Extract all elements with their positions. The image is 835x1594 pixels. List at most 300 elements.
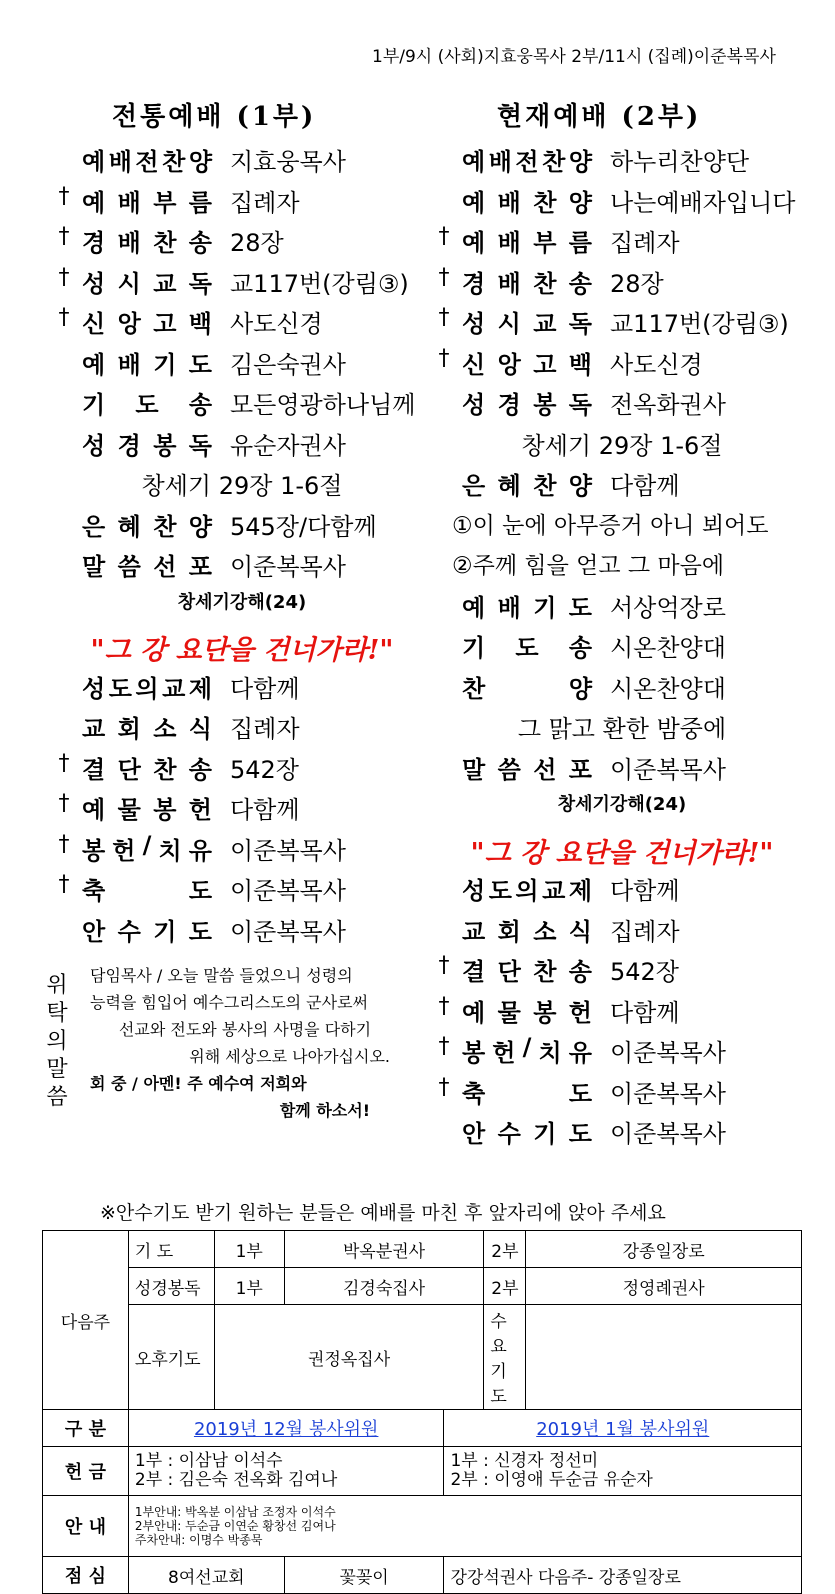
december-committee-title: 2019년 12월 봉사위원 — [128, 1410, 444, 1447]
sermon-series: 창세기강해(24) — [557, 794, 687, 815]
order-label-char: 축 — [462, 1079, 486, 1108]
order-row — [52, 261, 432, 301]
order-row — [432, 1071, 812, 1111]
division-label: 구 분 — [43, 1410, 129, 1447]
order-value: 시온찬양대 — [610, 634, 726, 662]
order-row — [432, 139, 812, 179]
order-label-char: 부 — [153, 188, 177, 217]
order-label-char: 배 — [497, 269, 521, 298]
order-label-char: 봉 — [153, 431, 177, 460]
order-label-char: 예 — [462, 229, 486, 257]
order-label — [82, 831, 212, 866]
guide-label: 안 내 — [43, 1496, 129, 1557]
order-label-char: 시 — [497, 310, 521, 338]
part2-label: 2부 — [484, 1268, 526, 1305]
order-label-char: 예 — [82, 796, 106, 824]
order-label-char: 교 — [153, 269, 177, 298]
order-label-char: 은 — [462, 472, 486, 500]
wednesday-prayer — [526, 1305, 802, 1410]
order-label-char: 도 — [135, 391, 159, 419]
service1-title: 전통예배 (1부) — [112, 102, 317, 132]
order-row — [432, 585, 812, 625]
order-label-char: 교 — [533, 310, 557, 338]
order-label-char: 의 — [515, 877, 539, 905]
order-label-char: 안 — [82, 917, 106, 946]
benediction-line: 능력을 힘입어 예수그리스도의 군사로써 — [90, 993, 369, 1012]
order-value: 다함께 — [610, 472, 680, 500]
order-label — [82, 790, 212, 825]
offering-line: 2부 : 김은숙 전옥화 김여나 — [134, 1470, 338, 1490]
order-value: 전옥화권사 — [610, 391, 726, 419]
order-label-char: 배 — [117, 188, 141, 217]
cross-mark: † — [58, 183, 70, 209]
order-row — [432, 828, 812, 868]
order-label-char: 말 — [462, 755, 486, 784]
order-value: 다함께 — [230, 674, 300, 703]
order-label-char: 의 — [135, 674, 159, 703]
order-value: 이준복목사 — [610, 1039, 726, 1067]
service-times-note: 1부/9시 (사회)지효웅목사 2부/11시 (집례)이준복목사 — [372, 47, 776, 67]
cross-mark: † — [438, 305, 450, 330]
order-row — [432, 706, 812, 746]
part1-label: 1부 — [214, 1231, 284, 1268]
order-value: 모든영광하나님께 — [230, 391, 416, 419]
order-value: 다함께 — [610, 877, 680, 905]
order-label-char: 축 — [82, 877, 106, 905]
order-label-char: 선 — [153, 553, 177, 581]
order-row — [52, 301, 432, 341]
order-label-char: 송 — [568, 958, 592, 986]
order-label-char: 봉 — [533, 998, 557, 1027]
order-label-char: 안 — [462, 1120, 486, 1148]
order-label-char: 배 — [497, 593, 521, 622]
order-label-char: 회 — [497, 917, 521, 946]
order-value: 이준복목사 — [230, 836, 346, 865]
guide-line: 주차안내: 이명수 박종묵 — [134, 1533, 263, 1547]
congregation-response: 회 중 / 아멘! 주 예수여 저희와 — [90, 1074, 307, 1093]
order-label — [82, 183, 212, 218]
order-value: 지효웅목사 — [230, 148, 346, 176]
order-label-char: 치 — [538, 1039, 562, 1067]
cross-mark: † — [438, 1074, 450, 1100]
lunch-group: 8여선교회 — [128, 1557, 284, 1594]
order-label-char: 경 — [82, 229, 106, 257]
order-label-char: 성 — [462, 391, 486, 419]
order-label-char: 도 — [108, 674, 132, 703]
offering-line: 1부 : 신경자 정선미 — [450, 1451, 599, 1471]
order-label — [462, 1114, 592, 1149]
cross-mark: † — [438, 264, 450, 290]
reading-part1: 김경숙집사 — [284, 1268, 484, 1305]
order-label — [462, 871, 592, 906]
order-label — [462, 750, 592, 785]
benediction-line: 담임목사 / 오늘 말씀 들었으니 성령의 — [90, 966, 353, 985]
order-label-char: 단 — [117, 755, 141, 784]
order-row — [432, 909, 812, 949]
order-row — [432, 625, 812, 665]
order-label-char: 예 — [462, 593, 486, 622]
order-label — [462, 264, 592, 299]
order-value: 집례자 — [610, 917, 680, 946]
order-label-char: 신 — [462, 350, 486, 379]
benediction-side-label — [44, 972, 70, 1112]
order-label-char: 식 — [568, 917, 592, 946]
lunch-label: 점 심 — [43, 1557, 129, 1594]
sermon-series: 창세기강해(24) — [177, 591, 307, 613]
order-label-char: 기 — [153, 917, 177, 946]
order-label-char: / — [142, 830, 152, 859]
flower-arrangement: 꽃꽂이 — [284, 1557, 444, 1594]
order-label-char: 봉 — [82, 836, 106, 865]
order-label-char: 찬 — [533, 958, 557, 986]
order-value: 김은숙권사 — [230, 350, 346, 379]
order-label-char: 단 — [497, 958, 521, 986]
order-label-char: 찬 — [153, 229, 177, 257]
order-label-char: 양 — [568, 188, 592, 217]
guide-list — [128, 1496, 801, 1557]
order-label — [462, 628, 592, 663]
order-label-char: 수 — [117, 917, 141, 946]
january-committee-title: 2019년 1월 봉사위원 — [444, 1410, 802, 1447]
order-label-char: 치 — [158, 836, 182, 865]
order-label-char: 경 — [117, 431, 141, 460]
order-label — [462, 1033, 592, 1068]
order-row — [432, 261, 812, 301]
order-label-char: 양 — [568, 148, 592, 176]
order-row — [52, 423, 432, 463]
reading-part2: 정영례권사 — [526, 1268, 802, 1305]
order-label — [462, 1074, 592, 1109]
order-label-char: 송 — [188, 229, 212, 257]
ministry-table — [42, 1230, 802, 1594]
order-value: 이준복목사 — [610, 755, 726, 784]
hymn-verse: ②주께 힘을 얻고 그 마음에 — [452, 553, 725, 579]
order-value: 다함께 — [610, 998, 680, 1027]
cross-mark: † — [438, 1034, 450, 1059]
order-label-char: 교 — [82, 715, 106, 743]
order-row — [432, 180, 812, 220]
scripture-reference: 창세기 29장 1-6절 — [141, 472, 343, 500]
sermon-title: "그 강 요단을 건너가라!" — [470, 837, 774, 869]
order-label-char: 기 — [533, 1120, 557, 1148]
order-label — [82, 709, 212, 744]
order-label-char: 경 — [462, 269, 486, 298]
order-label-char: 고 — [533, 350, 557, 379]
order-label-char: 찬 — [153, 512, 177, 541]
order-value: 이준복목사 — [230, 877, 346, 905]
january-offering — [444, 1447, 802, 1496]
order-row — [432, 382, 812, 422]
order-label-char: 포 — [568, 755, 592, 784]
order-row — [432, 666, 812, 706]
congregation-response: 함께 하소서! — [279, 1101, 370, 1120]
order-row — [432, 301, 812, 341]
order-label — [82, 426, 212, 461]
cross-mark: † — [438, 993, 450, 1019]
order-label-char: 름 — [568, 229, 592, 257]
service2-title: 현재예배 (2부) — [497, 102, 702, 132]
order-label — [462, 952, 592, 987]
order-label-char: 백 — [188, 310, 212, 338]
order-label-char: 결 — [462, 958, 486, 986]
order-label — [82, 547, 212, 582]
side-label-char: 말 — [46, 1057, 68, 1082]
order-label-char: 도 — [568, 1079, 592, 1108]
order-label-char: 성 — [462, 877, 486, 905]
order-label-char: 시 — [117, 269, 141, 298]
order-label-char: 예 — [462, 998, 486, 1027]
order-row — [52, 139, 432, 179]
order-row — [432, 544, 812, 584]
cross-mark: † — [58, 264, 70, 290]
order-value: 서상억장로 — [610, 593, 726, 622]
order-label-char: 교 — [542, 877, 566, 905]
order-label-char: 수 — [497, 1120, 521, 1148]
order-row — [52, 342, 432, 382]
cross-mark: † — [438, 953, 450, 978]
order-label-char: 도 — [568, 593, 592, 622]
part2-label: 2부 — [484, 1231, 526, 1268]
order-label-char: 교 — [462, 917, 486, 946]
order-label-char: 씀 — [497, 755, 521, 784]
order-row — [52, 868, 432, 908]
order-row — [52, 706, 432, 746]
order-label-char: 양 — [568, 674, 592, 703]
order-label — [462, 912, 592, 947]
order-row — [52, 382, 432, 422]
order-row — [52, 463, 432, 503]
order-value: 사도신경 — [230, 310, 323, 338]
prayer-part2: 강종일장로 — [526, 1231, 802, 1268]
wednesday-prayer-label: 수요기도 — [484, 1305, 526, 1410]
order-label-char: 봉 — [533, 391, 557, 419]
order-label — [82, 264, 212, 299]
order-label-char: 제 — [188, 674, 212, 703]
order-label-char: 물 — [497, 998, 521, 1027]
order-label-char: 경 — [497, 391, 521, 419]
cross-mark: † — [58, 831, 70, 857]
order-value: 545장/다함께 — [230, 512, 377, 541]
order-label-char: 배 — [497, 188, 521, 217]
order-label — [82, 507, 212, 542]
order-label — [82, 223, 212, 258]
order-label-char: 성 — [462, 310, 486, 338]
order-label-char: 헌 — [492, 1039, 516, 1067]
order-label-char: 기 — [533, 593, 557, 622]
order-row — [432, 949, 812, 989]
order-value: 하누리찬양단 — [610, 148, 750, 176]
part1-label: 1부 — [214, 1268, 284, 1305]
order-label-char: 예 — [82, 350, 106, 379]
order-label-char: 전 — [135, 148, 159, 176]
order-label-char: 부 — [533, 229, 557, 257]
order-label-char: 양 — [568, 472, 592, 500]
order-label-char: 기 — [153, 350, 177, 379]
side-label-char: 씀 — [46, 1085, 68, 1110]
order-label — [82, 912, 212, 947]
order-value: 집례자 — [610, 229, 680, 257]
hymn-verse: ①이 눈에 아무증거 아니 뵈어도 — [452, 512, 769, 539]
order-row — [52, 666, 432, 706]
order-label-char: 교 — [162, 674, 186, 703]
order-label-char: 봉 — [153, 796, 177, 824]
benediction-line: 선교와 전도와 봉사의 사명을 다하기 — [118, 1020, 372, 1039]
december-offering — [128, 1447, 444, 1496]
order-label-char: 독 — [568, 391, 592, 419]
cross-mark: † — [58, 791, 70, 816]
benediction-line: 위해 세상으로 나아가십시오. — [189, 1047, 390, 1066]
order-label — [462, 223, 592, 258]
order-row — [52, 625, 432, 665]
order-label-char: 은 — [82, 512, 106, 541]
order-label-char: 독 — [188, 269, 212, 298]
order-label-char: 송 — [188, 391, 212, 419]
order-label-char: 양 — [188, 148, 212, 176]
side-label-char: 탁 — [46, 1001, 68, 1026]
order-label — [462, 142, 592, 177]
cross-mark: † — [438, 345, 450, 371]
order-label-char: 찬 — [162, 148, 186, 176]
order-value: 28장 — [610, 269, 664, 298]
order-row — [52, 828, 432, 868]
cross-mark: † — [58, 224, 70, 249]
order-label-char: 배 — [108, 148, 132, 176]
order-label-char: 찬 — [533, 188, 557, 217]
order-value: 542장 — [610, 958, 679, 986]
order-label-char: 백 — [568, 350, 592, 379]
order-row — [52, 585, 432, 625]
order-label-char: 찬 — [533, 472, 557, 500]
order-row — [432, 1111, 812, 1151]
order-row — [432, 747, 812, 787]
order-label-char: 예 — [82, 188, 106, 217]
order-row — [432, 1030, 812, 1070]
order-label — [462, 385, 592, 420]
order-row — [432, 868, 812, 908]
cross-mark: † — [58, 750, 70, 776]
order-label-char: 독 — [568, 310, 592, 338]
order-label-char: 예 — [82, 148, 106, 176]
order-label-char: 앙 — [117, 310, 141, 338]
order-row — [52, 787, 432, 827]
guide-line: 2부안내: 두순금 이연순 황창선 김여나 — [134, 1519, 336, 1533]
order-label-char: 헌 — [568, 998, 592, 1027]
order-label — [462, 304, 592, 339]
order-label — [462, 345, 592, 380]
order-label — [82, 669, 212, 704]
order-label-char: 성 — [82, 674, 106, 703]
order-label-char: 도 — [515, 634, 539, 662]
order-label-char: 신 — [82, 310, 106, 338]
order-label-char: 독 — [188, 431, 212, 460]
order-label — [82, 304, 212, 339]
order-value: 시온찬양대 — [610, 674, 726, 703]
order-row — [432, 423, 812, 463]
order-label-char: 송 — [568, 634, 592, 662]
order-label-char: 도 — [188, 350, 212, 379]
order-value: 다함께 — [230, 796, 300, 824]
afternoon-prayer-label: 오후기도 — [128, 1305, 214, 1410]
scripture-reference: 그 맑고 환한 밤중에 — [517, 715, 727, 743]
order-label-char: 양 — [188, 512, 212, 541]
order-value: 사도신경 — [610, 350, 703, 379]
order-row — [52, 544, 432, 584]
order-value: 교117번(강림③) — [230, 269, 409, 298]
order-row — [432, 220, 812, 260]
order-label-char: 기 — [462, 634, 486, 662]
laying-on-hands-notice: ※안수기도 받기 원하는 분들은 예배를 마친 후 앞자리에 앉아 주세요 — [100, 1202, 666, 1224]
order-label-char: 앙 — [497, 350, 521, 379]
order-label — [82, 142, 212, 177]
offering-line: 1부 : 이삼남 이석수 — [134, 1451, 283, 1471]
prayer-label: 기 도 — [128, 1231, 214, 1268]
order-value: 나는예배자입니다 — [610, 188, 796, 217]
order-label-char: 도 — [488, 877, 512, 905]
side-label-char: 의 — [46, 1029, 68, 1054]
benediction-text — [90, 962, 400, 1124]
order-label-char: 헌 — [112, 836, 136, 865]
order-label-char: 회 — [117, 715, 141, 743]
order-row — [52, 747, 432, 787]
order-value: 28장 — [230, 229, 284, 257]
order-label-char: 배 — [488, 148, 512, 176]
cross-mark: † — [438, 224, 450, 249]
order-row — [52, 220, 432, 260]
order-label — [462, 466, 592, 501]
order-label-char: 선 — [533, 755, 557, 784]
order-label-char: 말 — [82, 553, 106, 581]
order-label-char: 름 — [188, 188, 212, 217]
scripture-reference: 창세기 29장 1-6절 — [521, 431, 723, 460]
sermon-title: "그 강 요단을 건너가라!" — [90, 635, 394, 666]
order-label-char: 제 — [568, 877, 592, 905]
prayer-part1: 박옥분권사 — [284, 1231, 484, 1268]
order-value: 542장 — [230, 755, 299, 784]
order-label-char: 전 — [515, 148, 539, 176]
order-label-char: 예 — [462, 148, 486, 176]
order-label — [82, 345, 212, 380]
order-value: 이준복목사 — [230, 553, 346, 581]
order-label-char: 혜 — [497, 472, 521, 500]
order-label-char: 도 — [188, 877, 212, 905]
order-label — [462, 183, 592, 218]
order-label-char: 성 — [82, 431, 106, 460]
order-value: 유순자권사 — [230, 431, 346, 460]
order-label — [82, 385, 212, 420]
order-label — [462, 588, 592, 623]
order-value: 이준복목사 — [610, 1120, 726, 1148]
order-label-char: 씀 — [117, 553, 141, 581]
offering-label: 헌 금 — [43, 1447, 129, 1496]
order-label-char: 배 — [497, 229, 521, 257]
afternoon-prayer: 권정옥집사 — [214, 1305, 484, 1410]
order-label-char: 유 — [188, 836, 212, 865]
order-label-char: 포 — [188, 553, 212, 581]
order-label-char: 헌 — [188, 796, 212, 824]
order-label — [462, 669, 592, 704]
side-label-char: 위 — [46, 973, 68, 998]
order-label-char: 예 — [462, 188, 486, 217]
order-label-char: 송 — [568, 269, 592, 298]
order-value: 집례자 — [230, 715, 300, 743]
order-label — [82, 750, 212, 785]
reading-label: 성경봉독 — [128, 1268, 214, 1305]
order-label-char: 소 — [153, 715, 177, 743]
order-value: 교117번(강림③) — [610, 310, 789, 338]
cross-mark: † — [58, 872, 70, 897]
order-label-char: 배 — [117, 350, 141, 379]
order-value: 이준복목사 — [230, 917, 346, 946]
